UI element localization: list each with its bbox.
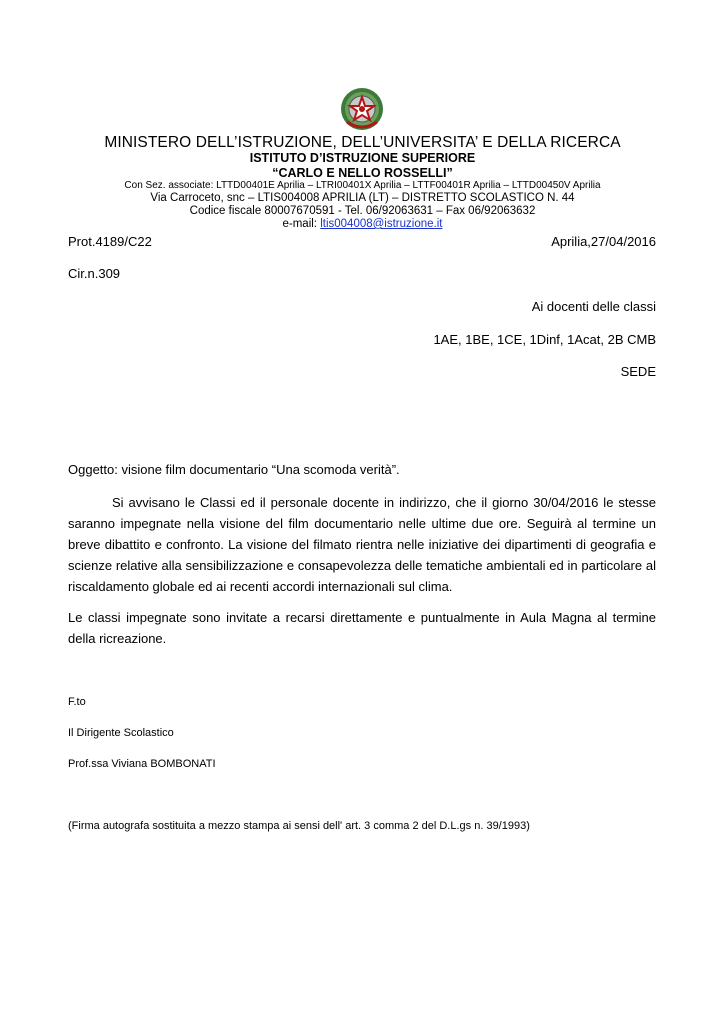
email-line <box>0 218 725 230</box>
recipients-location: SEDE <box>620 364 656 379</box>
recipients-classes: 1AE, 1BE, 1CE, 1Dinf, 1Acat, 2B CMB <box>433 332 656 347</box>
email-link[interactable]: ltis004008@istruzione.it <box>320 218 443 230</box>
circular-number: Cir.n.309 <box>68 266 121 281</box>
signature-role: Il Dirigente Scolastico <box>68 727 174 739</box>
italian-republic-emblem-icon <box>339 86 385 132</box>
email-label: e-mail: <box>282 218 321 230</box>
signature-fto: F.to <box>68 696 86 708</box>
fiscal-contacts: Codice fiscale 80007670591 - Tel. 06/92063631 – Fax 06/92063632 <box>189 205 536 217</box>
protocol-number: Prot.4189/C22 <box>68 234 152 249</box>
school-name: “CARLO E NELLO ROSSELLI” <box>272 166 453 180</box>
institute-title: ISTITUTO D’ISTRUZIONE SUPERIORE <box>249 151 476 165</box>
recipients-line-1: Ai docenti delle classi <box>531 299 656 314</box>
associated-sections: Con Sez. associate: LTTD00401E Aprilia – LTRI00401X Aprilia – LTTF00401R Aprilia – LTTD00450V Aprilia <box>124 180 601 191</box>
signature-note: (Firma autografa sostituita a mezzo stampa ai sensi dell' art. 3 comma 2 del D.L.gs n. 39/1993) <box>68 820 530 832</box>
signature-name: Prof.ssa Viviana BOMBONATI <box>68 758 216 770</box>
body-paragraph-2: Le classi impegnate sono invitate a recarsi direttamente e puntualmente in Aula Magna al termine della ricreazione. <box>68 610 656 646</box>
ministry-title: MINISTERO DELL’ISTRUZIONE, DELL’UNIVERSITA’ E DELLA RICERCA <box>104 134 621 151</box>
school-address: Via Carroceto, snc – LTIS004008 APRILIA (LT) – DISTRETTO SCOLASTICO N. 44 <box>150 192 575 204</box>
place-date: Aprilia,27/04/2016 <box>551 234 656 249</box>
body-paragraph-1: Si avvisano le Classi ed il personale docente in indirizzo, che il giorno 30/04/2016 le stesse saranno impegnate nella visione del film documentario nelle ultime due ore. Seguirà al termine un breve dibattito e confronto. La visione del filmato rientra nelle iniziative dei dipartimenti di geografia e scienze relative alla sensibilizzazione e consapevolezza delle tematiche ambientali ed in particolare al riscaldamento globale ed ai recenti accordi internazionali sul clima. <box>68 495 656 594</box>
subject-line: Oggetto: visione film documentario “Una scomoda verità”. <box>68 462 400 477</box>
